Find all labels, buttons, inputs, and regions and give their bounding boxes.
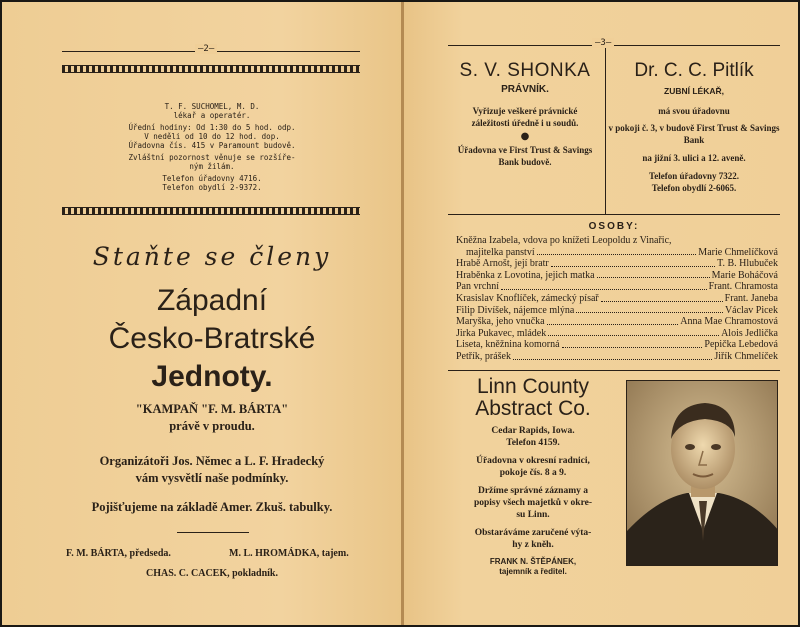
doctor-line: Telefon úřadovny 4716. (162, 174, 262, 183)
cast-role: Jirka Pukavec, mládek (456, 327, 547, 339)
cast-row (456, 235, 778, 247)
cast-row (456, 270, 778, 282)
cast-actor: Marie Boháčová (711, 269, 778, 281)
doctor-line: V neděli od 10 do 12 hod. dop. (144, 132, 280, 141)
lawyer-name: S. V. SHONKA (459, 60, 591, 81)
ads-bottom-rule (448, 214, 780, 215)
abstract-ad (448, 376, 618, 577)
abstract-office-line: pokoje čís. 8 a 9. (499, 468, 567, 478)
doctor-line: ným žilám. (189, 162, 235, 171)
abstract-city: Cedar Rapids, Iowa. (491, 426, 575, 436)
cast-actor: Frant. Chramosta (708, 281, 778, 293)
doctor-line: Úřadovna čís. 415 v Paramount budově. (128, 141, 296, 150)
ads-divider (605, 48, 606, 214)
cast-row (456, 258, 778, 270)
right-page (404, 2, 798, 625)
cast-role: Pan vrchní (456, 281, 500, 293)
abstract-records (448, 485, 618, 521)
cast-row (456, 316, 778, 328)
cast-actor: Frant. Janeba (724, 292, 778, 304)
page-number: —2— (195, 44, 217, 54)
campaign-sub: právě v proudu. (169, 419, 255, 433)
left-page (2, 2, 402, 625)
cast-row (456, 305, 778, 317)
cast-actor: Anna Mae Chramostová (680, 316, 778, 328)
cast-role: Kněžna Izabela, vdova po knížeti Leopoldu z Vinařic, (456, 235, 672, 246)
officer-president: F. M. BÁRTA, předseda. (66, 548, 171, 559)
doctor-ad (102, 102, 322, 192)
heading-line: Západní (156, 284, 268, 317)
dentist-name: Dr. C. C. Pitlík (634, 60, 754, 81)
cast-row (456, 339, 778, 351)
abstract-extracts (448, 527, 618, 551)
cast-row (456, 281, 778, 293)
officer-secretary: M. L. HROMÁDKA, tajem. (229, 548, 349, 559)
abstract-office (448, 455, 618, 479)
dentist-phone: Telefon obydlí 2-6065. (651, 183, 737, 193)
manager-title: tajemník a ředitel. (499, 567, 567, 576)
manager-name: FRANK N. ŠTĚPÁNEK, (489, 557, 577, 566)
cast-bottom-rule (448, 370, 780, 371)
ornament-border (62, 207, 360, 215)
cast-role: majitelka panství (466, 246, 535, 258)
cast-role: Filip Divíšek, nájemce mlýna (456, 304, 575, 316)
cast-actor: Jiřík Chmelíček (714, 350, 778, 362)
cast-row (456, 328, 778, 340)
dentist-text (608, 105, 780, 194)
campaign-block (42, 401, 382, 435)
cast-actor: Pepička Lebedová (704, 339, 778, 351)
insurance-line: Pojišťujeme na základě Amer. Zkuš. tabulky. (91, 500, 333, 514)
lawyer-title: PRÁVNÍK. (501, 84, 549, 95)
page-number: —3— (592, 38, 614, 48)
officer-treasurer: CHAS. C. CACEK, pokladník. (146, 568, 278, 579)
abstract-name: Linn County (476, 375, 590, 398)
booklet-spread (2, 2, 798, 625)
lawyer-text: Vyřizuje veškeré právnické záležitosti úředně i u soudů. (471, 106, 579, 128)
cast-role: Hrabě Arnošt, její bratr (456, 258, 549, 270)
dentist-title: ZUBNÍ LÉKAŘ, (664, 86, 724, 96)
cast-actor: Alois Jedlička (721, 327, 778, 339)
abstract-extracts-line: hy z kněh. (512, 540, 554, 550)
dentist-line: v pokoji č. 3, v budově First Trust & Savings Bank (608, 123, 780, 145)
abstract-records-line: popisy všech majetků v okre- (473, 498, 593, 508)
cast-role: Petřík, prášek (456, 350, 511, 362)
organizers-block (32, 453, 392, 487)
doctor-line: Zvláštní pozornost věnuje se rozšíře- (128, 153, 296, 162)
cast-actor: T. B. Hlubuček (717, 258, 778, 270)
campaign-title: "KAMPAŇ "F. M. BÁRTA" (135, 402, 289, 416)
cast-row (456, 351, 778, 363)
doctor-line: Úřední hodiny: Od 1:30 do 5 hod. odp. (128, 123, 296, 132)
abstract-phone: Telefon 4159. (506, 438, 560, 448)
abstract-office-line: Úřadovna v okresní radnici, (476, 456, 590, 466)
cast-list (456, 235, 778, 363)
dentist-ad (608, 60, 780, 194)
cast-role: Maryška, jeho vnučka (456, 316, 545, 328)
cast-actor: Václav Picek (724, 304, 778, 316)
cast-role: Liseta, kněžnina komorná (456, 339, 560, 351)
abstract-manager (448, 557, 618, 577)
lawyer-office: Úřadovna ve First Trust & Savings Bank budově. (457, 145, 593, 167)
abstract-extracts-line: Obstaráváme zaručené výta- (474, 528, 592, 538)
short-rule (177, 532, 249, 533)
abstract-name: Abstract Co. (475, 397, 591, 420)
cast-row (456, 247, 778, 259)
heading-block (42, 282, 382, 396)
cast-role: Hraběnka z Lovotina, jejich matka (456, 269, 595, 281)
cast-role: Krasislav Knoflíček, zámecký písař (456, 292, 599, 304)
organizers-line: Organizátoři Jos. Němec a L. F. Hradecký (99, 454, 325, 468)
abstract-records-line: su Linn. (516, 510, 550, 520)
doctor-name: T. F. SUCHOMEL, M. D. (164, 102, 260, 111)
portrait-man-icon (627, 381, 778, 566)
dentist-phone: Telefon úřadovny 7322. (649, 171, 739, 181)
doctor-title: lékař a operatér. (173, 111, 251, 120)
dentist-line: má svou úřadovnu (658, 106, 730, 116)
lawyer-ad (450, 60, 600, 168)
heading-line: Jednoty. (151, 360, 273, 393)
heading-script: Staňte se členy (92, 242, 332, 271)
ornament-border (62, 65, 360, 73)
heading-line: Česko-Bratrské (108, 322, 316, 355)
cast-actor: Marie Chmelíčková (698, 246, 778, 258)
organizers-line: vám vysvětlí naše podmínky. (135, 471, 289, 485)
cast-row (456, 293, 778, 305)
bullet-icon: ● (520, 131, 530, 142)
cast-heading: OSOBY: (588, 221, 640, 232)
doctor-line: Telefon obydlí 2-9372. (162, 183, 262, 192)
dentist-line: na jižní 3. ulici a 12. aveně. (642, 153, 746, 163)
abstract-records-line: Držíme správné záznamy a (477, 486, 588, 496)
portrait-photo (626, 380, 778, 566)
